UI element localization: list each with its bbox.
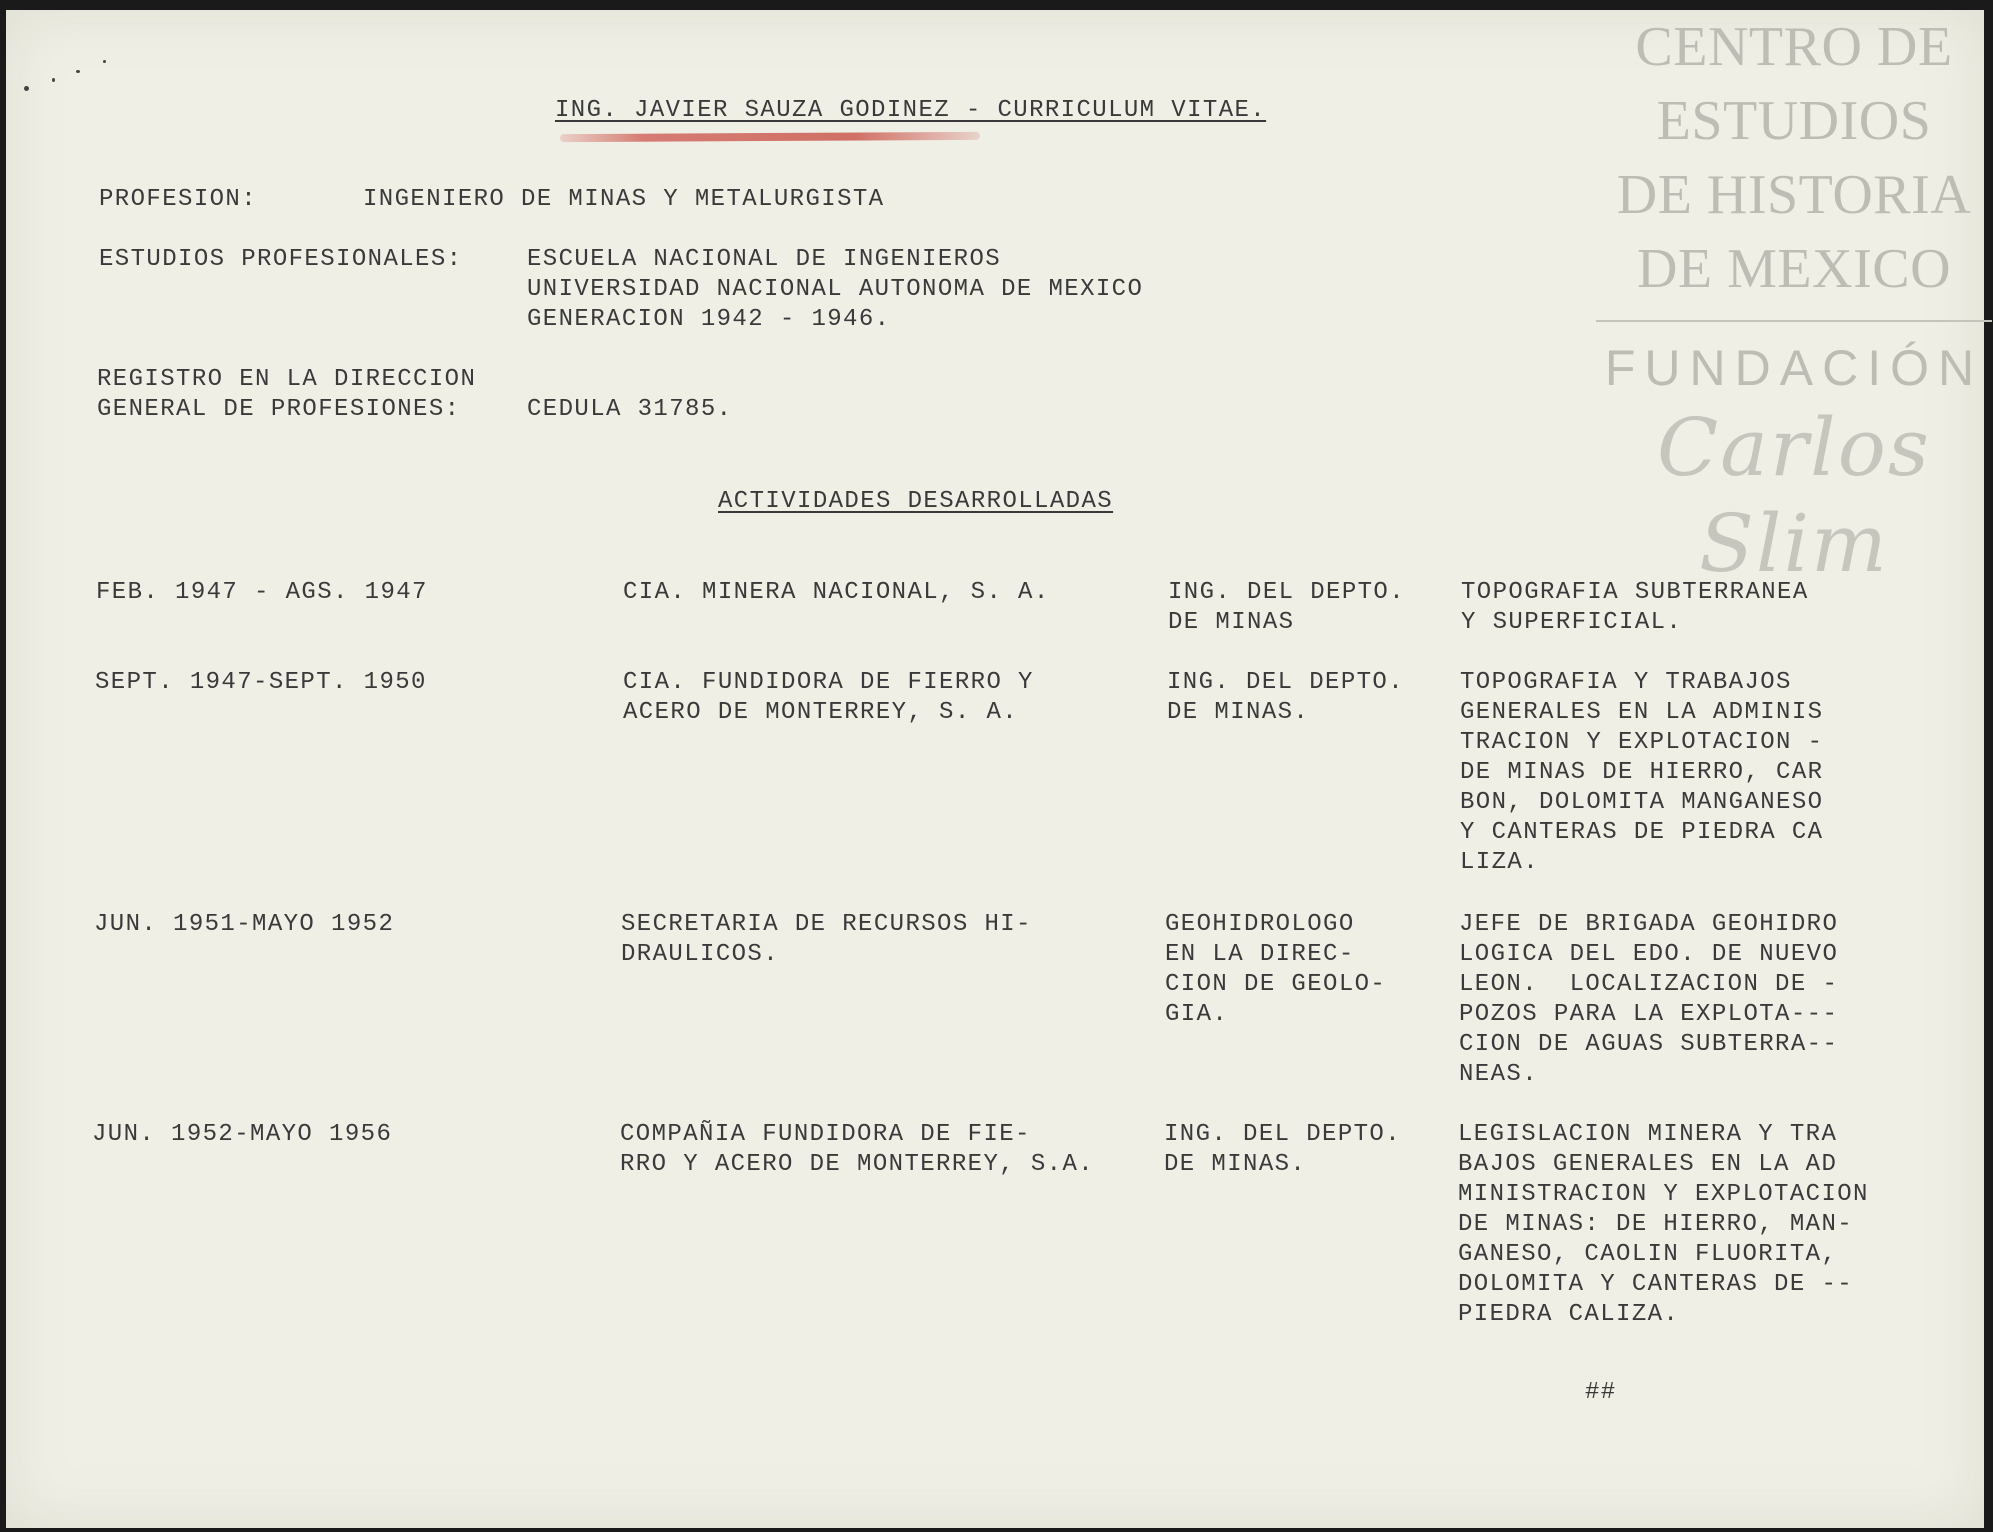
activity-company: CIA. FUNDIDORA DE FIERRO Y	[623, 669, 1034, 696]
activity-company: RRO Y ACERO DE MONTERREY, S.A.	[620, 1151, 1095, 1178]
activity-description: TOPOGRAFIA Y TRABAJOS	[1460, 669, 1792, 696]
activity-position: DE MINAS.	[1164, 1151, 1307, 1178]
profesion-label: PROFESION:	[99, 186, 258, 213]
activity-description: BON, DOLOMITA MANGANESO	[1460, 789, 1824, 816]
activity-description: Y SUPERFICIAL.	[1461, 609, 1683, 636]
activities-heading: ACTIVIDADES DESARROLLADAS	[718, 488, 1114, 515]
activity-description: DOLOMITA Y CANTERAS DE --	[1458, 1271, 1854, 1298]
watermark-divider	[1596, 320, 1992, 322]
ink-speck	[24, 86, 29, 91]
activity-description: TRACION Y EXPLOTACION -	[1460, 729, 1824, 756]
activity-position: ING. DEL DEPTO.	[1167, 669, 1405, 696]
estudios-line: ESCUELA NACIONAL DE INGENIEROS	[527, 246, 1002, 273]
activity-description: DE MINAS: DE HIERRO, MAN-	[1458, 1211, 1854, 1238]
activity-position: GIA.	[1165, 1001, 1229, 1028]
activity-description: PIEDRA CALIZA.	[1458, 1301, 1680, 1328]
watermark-line: CENTRO DE	[1635, 16, 1953, 78]
archive-watermark	[1596, 10, 1992, 592]
activity-position: ING. DEL DEPTO.	[1168, 579, 1406, 606]
ink-speck	[103, 60, 106, 63]
activity-description: NEAS.	[1459, 1061, 1539, 1088]
watermark-line: DE MEXICO	[1636, 238, 1952, 300]
activity-description: CION DE AGUAS SUBTERRA--	[1459, 1031, 1839, 1058]
activity-company: DRAULICOS.	[621, 941, 780, 968]
activity-position: CION DE GEOLO-	[1165, 971, 1387, 998]
activity-period: JUN. 1951-MAYO 1952	[94, 911, 395, 938]
activity-description: GANESO, CAOLIN FLUORITA,	[1458, 1241, 1838, 1268]
activity-description: LOGICA DEL EDO. DE NUEVO	[1459, 941, 1839, 968]
estudios-line: UNIVERSIDAD NACIONAL AUTONOMA DE MEXICO	[527, 276, 1144, 303]
activity-description: BAJOS GENERALES EN LA AD	[1458, 1151, 1838, 1178]
activity-description: TOPOGRAFIA SUBTERRANEA	[1461, 579, 1809, 606]
activity-position: EN LA DIREC-	[1165, 941, 1355, 968]
registro-label: GENERAL DE PROFESIONES:	[97, 396, 461, 423]
activity-description: MINISTRACION Y EXPLOTACION	[1458, 1181, 1869, 1208]
activity-description: LIZA.	[1460, 849, 1540, 876]
end-mark: ##	[1585, 1379, 1617, 1406]
activity-company: SECRETARIA DE RECURSOS HI-	[621, 911, 1032, 938]
activity-company: COMPAÑIA FUNDIDORA DE FIE-	[620, 1121, 1031, 1148]
watermark-line: DE HISTORIA	[1616, 164, 1972, 226]
ink-speck	[76, 70, 80, 73]
watermark-foundation: FUNDACIÓN	[1604, 340, 1984, 396]
activity-description: JEFE DE BRIGADA GEOHIDRO	[1459, 911, 1839, 938]
watermark-signature: Carlos Slim	[1657, 401, 1931, 590]
activity-description: DE MINAS DE HIERRO, CAR	[1460, 759, 1824, 786]
activity-company: ACERO DE MONTERREY, S. A.	[623, 699, 1019, 726]
activity-description: LEGISLACION MINERA Y TRA	[1458, 1121, 1838, 1148]
estudios-label: ESTUDIOS PROFESIONALES:	[99, 246, 463, 273]
profesion-value: INGENIERO DE MINAS Y METALURGISTA	[363, 186, 885, 213]
registro-label: REGISTRO EN LA DIRECCION	[97, 366, 477, 393]
activity-period: FEB. 1947 - AGS. 1947	[96, 579, 428, 606]
activity-period: JUN. 1952-MAYO 1956	[92, 1121, 393, 1148]
activity-position: DE MINAS	[1168, 609, 1295, 636]
activity-company: CIA. MINERA NACIONAL, S. A.	[623, 579, 1050, 606]
ink-speck	[52, 78, 55, 82]
activity-period: SEPT. 1947-SEPT. 1950	[95, 669, 427, 696]
activity-position: ING. DEL DEPTO.	[1164, 1121, 1402, 1148]
activity-position: DE MINAS.	[1167, 699, 1310, 726]
activity-description: LEON. LOCALIZACION DE -	[1459, 971, 1839, 998]
registro-value: CEDULA 31785.	[527, 396, 733, 423]
document-title: ING. JAVIER SAUZA GODINEZ - CURRICULUM VITAE.	[555, 97, 1267, 124]
estudios-line: GENERACION 1942 - 1946.	[527, 306, 891, 333]
activity-description: GENERALES EN LA ADMINIS	[1460, 699, 1824, 726]
activity-description: POZOS PARA LA EXPLOTA---	[1459, 1001, 1839, 1028]
activity-description: Y CANTERAS DE PIEDRA CA	[1460, 819, 1824, 846]
activity-position: GEOHIDROLOGO	[1165, 911, 1355, 938]
watermark-line: ESTUDIOS	[1656, 90, 1932, 152]
